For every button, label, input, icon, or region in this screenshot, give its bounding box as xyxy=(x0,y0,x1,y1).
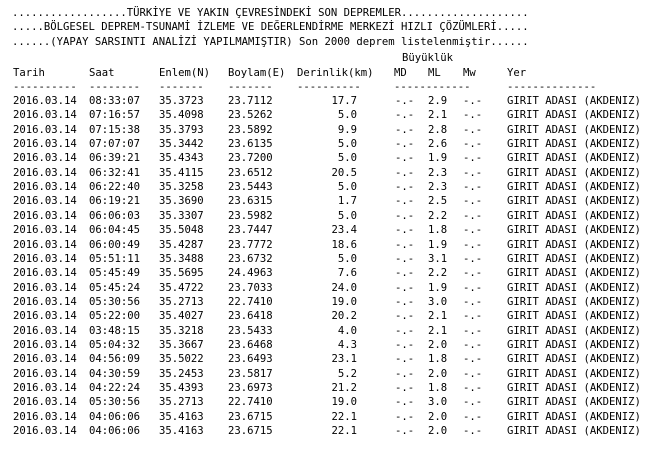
cell-saat: 04:22:24 xyxy=(89,382,141,394)
cell-mw: -.- xyxy=(463,410,483,423)
separator-yer: -------------- xyxy=(507,81,597,93)
cell-boylam: 23.5262 xyxy=(228,109,273,122)
table-row xyxy=(0,381,660,395)
cell-enlem: 35.3723 xyxy=(159,95,204,107)
cell-boylam: 23.6493 xyxy=(228,353,273,366)
col-header-enlem: Enlem(N) xyxy=(159,67,211,79)
cell-boylam: 23.5817 xyxy=(228,367,273,380)
cell-md: -.- xyxy=(395,109,415,122)
cell-boylam: 23.6715 xyxy=(228,425,273,438)
cell-derinlik: 23.4 xyxy=(331,224,357,237)
cell-mw: -.- xyxy=(463,353,483,366)
cell-tarih: 2016.03.14 xyxy=(13,324,77,337)
cell-boylam: 23.6418 xyxy=(228,310,273,323)
cell-saat: 05:30:56 xyxy=(89,396,141,409)
cell-tarih: 2016.03.14 xyxy=(13,123,77,136)
cell-saat: 04:06:06 xyxy=(89,410,141,423)
cell-md: -.- xyxy=(395,209,415,222)
separator-boylam: ------- xyxy=(228,81,273,93)
separator-magnitude: ------------ xyxy=(394,81,471,93)
table-row xyxy=(0,295,660,309)
cell-boylam: 24.4963 xyxy=(228,267,273,280)
cell-enlem: 35.4098 xyxy=(159,109,204,122)
cell-md: -.- xyxy=(395,425,415,438)
cell-tarih: 2016.03.14 xyxy=(13,338,77,351)
cell-boylam: 23.5892 xyxy=(228,123,273,136)
cell-yer: GIRIT ADASI (AKDENIZ) xyxy=(507,267,641,280)
cell-tarih: 2016.03.14 xyxy=(13,410,77,423)
table-row xyxy=(0,94,660,108)
header-title-line: ..................TÜRKİYE VE YAKIN ÇEVRESİNDEKİ SON DEPREMLER.................... xyxy=(12,7,529,19)
cell-ml: 2.0 xyxy=(428,425,448,438)
cell-mw: -.- xyxy=(463,396,483,409)
cell-derinlik: 19.0 xyxy=(331,295,357,308)
cell-enlem: 35.4722 xyxy=(159,281,204,294)
cell-derinlik: 5.0 xyxy=(337,209,357,222)
cell-md: -.- xyxy=(395,166,415,179)
cell-yer: GIRIT ADASI (AKDENIZ) xyxy=(507,123,641,136)
cell-md: -.- xyxy=(395,295,415,308)
cell-saat: 05:51:11 xyxy=(89,252,141,265)
cell-enlem: 35.4287 xyxy=(159,238,204,251)
cell-md: -.- xyxy=(395,138,415,151)
col-header-ml: ML xyxy=(428,67,441,79)
cell-derinlik: 22.1 xyxy=(331,425,357,438)
cell-ml: 3.1 xyxy=(428,252,448,265)
cell-derinlik: 22.1 xyxy=(331,410,357,423)
cell-derinlik: 4.3 xyxy=(337,338,357,351)
table-row xyxy=(0,424,660,438)
cell-mw: -.- xyxy=(463,382,483,394)
cell-md: -.- xyxy=(395,123,415,136)
cell-mw: -.- xyxy=(463,338,483,351)
table-row xyxy=(0,209,660,223)
cell-boylam: 23.5433 xyxy=(228,324,273,337)
cell-boylam: 23.7033 xyxy=(228,281,273,294)
cell-mw: -.- xyxy=(463,367,483,380)
cell-yer: GIRIT ADASI (AKDENIZ) xyxy=(507,238,641,251)
cell-mw: -.- xyxy=(463,166,483,179)
cell-tarih: 2016.03.14 xyxy=(13,238,77,251)
cell-tarih: 2016.03.14 xyxy=(13,353,77,366)
cell-derinlik: 24.0 xyxy=(331,281,357,294)
cell-derinlik: 5.2 xyxy=(337,367,357,380)
cell-boylam: 23.6512 xyxy=(228,166,273,179)
cell-ml: 2.3 xyxy=(428,166,448,179)
cell-boylam: 23.7200 xyxy=(228,152,273,165)
cell-enlem: 35.3793 xyxy=(159,123,204,136)
table-row xyxy=(0,166,660,180)
cell-md: -.- xyxy=(395,95,415,107)
cell-derinlik: 19.0 xyxy=(331,396,357,409)
cell-derinlik: 4.0 xyxy=(337,324,357,337)
cell-md: -.- xyxy=(395,324,415,337)
cell-tarih: 2016.03.14 xyxy=(13,209,77,222)
cell-saat: 07:07:07 xyxy=(89,138,141,151)
cell-enlem: 35.5048 xyxy=(159,224,204,237)
col-header-mw: Mw xyxy=(463,67,476,79)
cell-enlem: 35.2713 xyxy=(159,295,204,308)
cell-tarih: 2016.03.14 xyxy=(13,267,77,280)
table-row xyxy=(0,223,660,237)
cell-boylam: 23.6315 xyxy=(228,195,273,208)
cell-ml: 1.8 xyxy=(428,224,448,237)
cell-tarih: 2016.03.14 xyxy=(13,166,77,179)
cell-md: -.- xyxy=(395,238,415,251)
cell-tarih: 2016.03.14 xyxy=(13,367,77,380)
cell-ml: 1.9 xyxy=(428,152,448,165)
cell-ml: 2.0 xyxy=(428,338,448,351)
cell-saat: 06:39:21 xyxy=(89,152,141,165)
separator-derinlik: ---------- xyxy=(297,81,361,93)
cell-ml: 1.9 xyxy=(428,238,448,251)
cell-derinlik: 9.9 xyxy=(337,123,357,136)
table-row xyxy=(0,395,660,409)
cell-derinlik: 18.6 xyxy=(331,238,357,251)
cell-ml: 1.8 xyxy=(428,382,448,394)
cell-tarih: 2016.03.14 xyxy=(13,152,77,165)
cell-yer: GIRIT ADASI (AKDENIZ) xyxy=(507,109,641,122)
table-row xyxy=(0,123,660,137)
cell-ml: 3.0 xyxy=(428,295,448,308)
table-row xyxy=(0,338,660,352)
cell-yer: GIRIT ADASI (AKDENIZ) xyxy=(507,95,641,107)
cell-tarih: 2016.03.14 xyxy=(13,95,77,107)
cell-enlem: 35.3258 xyxy=(159,181,204,194)
cell-enlem: 35.3442 xyxy=(159,138,204,151)
cell-boylam: 22.7410 xyxy=(228,295,273,308)
cell-tarih: 2016.03.14 xyxy=(13,310,77,323)
cell-derinlik: 5.0 xyxy=(337,181,357,194)
cell-yer: GIRIT ADASI (AKDENIZ) xyxy=(507,324,641,337)
cell-yer: GIRIT ADASI (AKDENIZ) xyxy=(507,152,641,165)
cell-saat: 05:22:00 xyxy=(89,310,141,323)
cell-md: -.- xyxy=(395,382,415,394)
cell-saat: 06:00:49 xyxy=(89,238,141,251)
cell-ml: 2.1 xyxy=(428,109,448,122)
cell-mw: -.- xyxy=(463,152,483,165)
cell-derinlik: 7.6 xyxy=(337,267,357,280)
col-header-boylam: Boylam(E) xyxy=(228,67,286,79)
cell-saat: 06:32:41 xyxy=(89,166,141,179)
cell-saat: 04:56:09 xyxy=(89,353,141,366)
cell-enlem: 35.3667 xyxy=(159,338,204,351)
cell-tarih: 2016.03.14 xyxy=(13,181,77,194)
cell-md: -.- xyxy=(395,338,415,351)
cell-yer: GIRIT ADASI (AKDENIZ) xyxy=(507,209,641,222)
cell-enlem: 35.3307 xyxy=(159,209,204,222)
cell-tarih: 2016.03.14 xyxy=(13,109,77,122)
table-row xyxy=(0,281,660,295)
magnitude-group-heading: Büyüklük xyxy=(402,52,454,64)
cell-boylam: 23.5443 xyxy=(228,181,273,194)
cell-md: -.- xyxy=(395,152,415,165)
cell-saat: 07:15:38 xyxy=(89,123,141,136)
cell-ml: 2.1 xyxy=(428,324,448,337)
cell-md: -.- xyxy=(395,353,415,366)
cell-md: -.- xyxy=(395,181,415,194)
cell-ml: 2.2 xyxy=(428,209,448,222)
cell-boylam: 22.7410 xyxy=(228,396,273,409)
cell-derinlik: 5.0 xyxy=(337,252,357,265)
cell-yer: GIRIT ADASI (AKDENIZ) xyxy=(507,181,641,194)
cell-mw: -.- xyxy=(463,209,483,222)
table-row xyxy=(0,309,660,323)
cell-derinlik: 23.1 xyxy=(331,353,357,366)
cell-yer: GIRIT ADASI (AKDENIZ) xyxy=(507,138,641,151)
cell-enlem: 35.5022 xyxy=(159,353,204,366)
cell-yer: GIRIT ADASI (AKDENIZ) xyxy=(507,425,641,438)
cell-mw: -.- xyxy=(463,95,483,107)
cell-yer: GIRIT ADASI (AKDENIZ) xyxy=(507,166,641,179)
cell-enlem: 35.4393 xyxy=(159,382,204,394)
cell-md: -.- xyxy=(395,310,415,323)
cell-mw: -.- xyxy=(463,425,483,438)
cell-boylam: 23.5982 xyxy=(228,209,273,222)
col-header-derinlik: Derinlik(km) xyxy=(297,67,374,79)
cell-ml: 3.0 xyxy=(428,396,448,409)
cell-mw: -.- xyxy=(463,252,483,265)
table-row xyxy=(0,151,660,165)
cell-ml: 2.9 xyxy=(428,95,448,107)
cell-derinlik: 21.2 xyxy=(331,382,357,394)
cell-ml: 2.8 xyxy=(428,123,448,136)
cell-enlem: 35.4343 xyxy=(159,152,204,165)
table-row xyxy=(0,410,660,424)
cell-mw: -.- xyxy=(463,181,483,194)
cell-ml: 2.5 xyxy=(428,195,448,208)
cell-yer: GIRIT ADASI (AKDENIZ) xyxy=(507,353,641,366)
col-header-tarih: Tarih xyxy=(13,67,45,79)
cell-boylam: 23.7447 xyxy=(228,224,273,237)
cell-saat: 06:04:45 xyxy=(89,224,141,237)
table-row xyxy=(0,238,660,252)
table-row xyxy=(0,324,660,338)
table-row xyxy=(0,367,660,381)
cell-derinlik: 20.5 xyxy=(331,166,357,179)
cell-tarih: 2016.03.14 xyxy=(13,224,77,237)
cell-derinlik: 5.0 xyxy=(337,138,357,151)
header-center-line: .....BÖLGESEL DEPREM-TSUNAMİ İZLEME VE DEĞERLENDİRME MERKEZİ HIZLI ÇÖZÜMLERİ..... xyxy=(12,21,529,33)
separator-saat: -------- xyxy=(89,81,141,93)
cell-enlem: 35.2713 xyxy=(159,396,204,409)
cell-boylam: 23.6732 xyxy=(228,252,273,265)
cell-yer: GIRIT ADASI (AKDENIZ) xyxy=(507,396,641,409)
cell-tarih: 2016.03.14 xyxy=(13,295,77,308)
table-row xyxy=(0,180,660,194)
table-row xyxy=(0,252,660,266)
header-note-line: ......(YAPAY SARSINTI ANALİZİ YAPILMAMIŞTIR) Son 2000 deprem listelenmiştir...... xyxy=(12,36,529,48)
cell-mw: -.- xyxy=(463,295,483,308)
cell-saat: 06:22:40 xyxy=(89,181,141,194)
cell-tarih: 2016.03.14 xyxy=(13,252,77,265)
table-row xyxy=(0,194,660,208)
col-header-yer: Yer xyxy=(507,67,527,79)
cell-yer: GIRIT ADASI (AKDENIZ) xyxy=(507,338,641,351)
col-header-saat: Saat xyxy=(89,67,115,79)
cell-mw: -.- xyxy=(463,267,483,280)
cell-md: -.- xyxy=(395,367,415,380)
table-row xyxy=(0,108,660,122)
table-row xyxy=(0,352,660,366)
cell-ml: 2.3 xyxy=(428,181,448,194)
cell-ml: 1.8 xyxy=(428,353,448,366)
cell-mw: -.- xyxy=(463,281,483,294)
cell-tarih: 2016.03.14 xyxy=(13,425,77,438)
cell-mw: -.- xyxy=(463,310,483,323)
cell-mw: -.- xyxy=(463,238,483,251)
cell-saat: 06:06:03 xyxy=(89,209,141,222)
cell-enlem: 35.4163 xyxy=(159,425,204,438)
cell-mw: -.- xyxy=(463,224,483,237)
cell-enlem: 35.3218 xyxy=(159,324,204,337)
cell-mw: -.- xyxy=(463,138,483,151)
cell-boylam: 23.7772 xyxy=(228,238,273,251)
cell-yer: GIRIT ADASI (AKDENIZ) xyxy=(507,295,641,308)
cell-mw: -.- xyxy=(463,195,483,208)
cell-boylam: 23.7112 xyxy=(228,95,273,107)
cell-enlem: 35.4163 xyxy=(159,410,204,423)
cell-saat: 06:19:21 xyxy=(89,195,141,208)
cell-enlem: 35.4115 xyxy=(159,166,204,179)
cell-yer: GIRIT ADASI (AKDENIZ) xyxy=(507,410,641,423)
cell-md: -.- xyxy=(395,195,415,208)
cell-yer: GIRIT ADASI (AKDENIZ) xyxy=(507,367,641,380)
separator-tarih: ---------- xyxy=(13,81,77,93)
cell-ml: 2.0 xyxy=(428,367,448,380)
cell-saat: 04:30:59 xyxy=(89,367,141,380)
cell-tarih: 2016.03.14 xyxy=(13,396,77,409)
cell-enlem: 35.2453 xyxy=(159,367,204,380)
cell-mw: -.- xyxy=(463,324,483,337)
separator-enlem: ------- xyxy=(159,81,204,93)
cell-ml: 2.1 xyxy=(428,310,448,323)
cell-derinlik: 5.0 xyxy=(337,152,357,165)
cell-yer: GIRIT ADASI (AKDENIZ) xyxy=(507,310,641,323)
cell-md: -.- xyxy=(395,224,415,237)
cell-md: -.- xyxy=(395,281,415,294)
cell-md: -.- xyxy=(395,267,415,280)
cell-saat: 07:16:57 xyxy=(89,109,141,122)
cell-derinlik: 5.0 xyxy=(337,109,357,122)
cell-derinlik: 1.7 xyxy=(337,195,357,208)
cell-enlem: 35.4027 xyxy=(159,310,204,323)
cell-ml: 1.9 xyxy=(428,281,448,294)
cell-saat: 08:33:07 xyxy=(89,95,141,107)
cell-mw: -.- xyxy=(463,109,483,122)
cell-mw: -.- xyxy=(463,123,483,136)
cell-enlem: 35.3488 xyxy=(159,252,204,265)
col-header-md: MD xyxy=(394,67,407,79)
table-row xyxy=(0,266,660,280)
cell-tarih: 2016.03.14 xyxy=(13,281,77,294)
cell-boylam: 23.6468 xyxy=(228,338,273,351)
cell-saat: 05:04:32 xyxy=(89,338,141,351)
cell-saat: 05:45:49 xyxy=(89,267,141,280)
cell-ml: 2.0 xyxy=(428,410,448,423)
cell-ml: 2.2 xyxy=(428,267,448,280)
cell-enlem: 35.3690 xyxy=(159,195,204,208)
cell-md: -.- xyxy=(395,252,415,265)
cell-saat: 05:30:56 xyxy=(89,295,141,308)
cell-saat: 04:06:06 xyxy=(89,425,141,438)
cell-boylam: 23.6135 xyxy=(228,138,273,151)
cell-yer: GIRIT ADASI (AKDENIZ) xyxy=(507,382,641,394)
cell-md: -.- xyxy=(395,396,415,409)
cell-ml: 2.6 xyxy=(428,138,448,151)
table-row xyxy=(0,137,660,151)
cell-derinlik: 20.2 xyxy=(331,310,357,323)
cell-saat: 05:45:24 xyxy=(89,281,141,294)
cell-derinlik: 17.7 xyxy=(331,95,357,107)
cell-yer: GIRIT ADASI (AKDENIZ) xyxy=(507,252,641,265)
cell-saat: 03:48:15 xyxy=(89,324,141,337)
cell-yer: GIRIT ADASI (AKDENIZ) xyxy=(507,224,641,237)
cell-boylam: 23.6715 xyxy=(228,410,273,423)
cell-tarih: 2016.03.14 xyxy=(13,382,77,394)
cell-yer: GIRIT ADASI (AKDENIZ) xyxy=(507,195,641,208)
cell-tarih: 2016.03.14 xyxy=(13,195,77,208)
cell-boylam: 23.6973 xyxy=(228,382,273,394)
cell-yer: GIRIT ADASI (AKDENIZ) xyxy=(507,281,641,294)
cell-enlem: 35.5695 xyxy=(159,267,204,280)
cell-md: -.- xyxy=(395,410,415,423)
cell-tarih: 2016.03.14 xyxy=(13,138,77,151)
